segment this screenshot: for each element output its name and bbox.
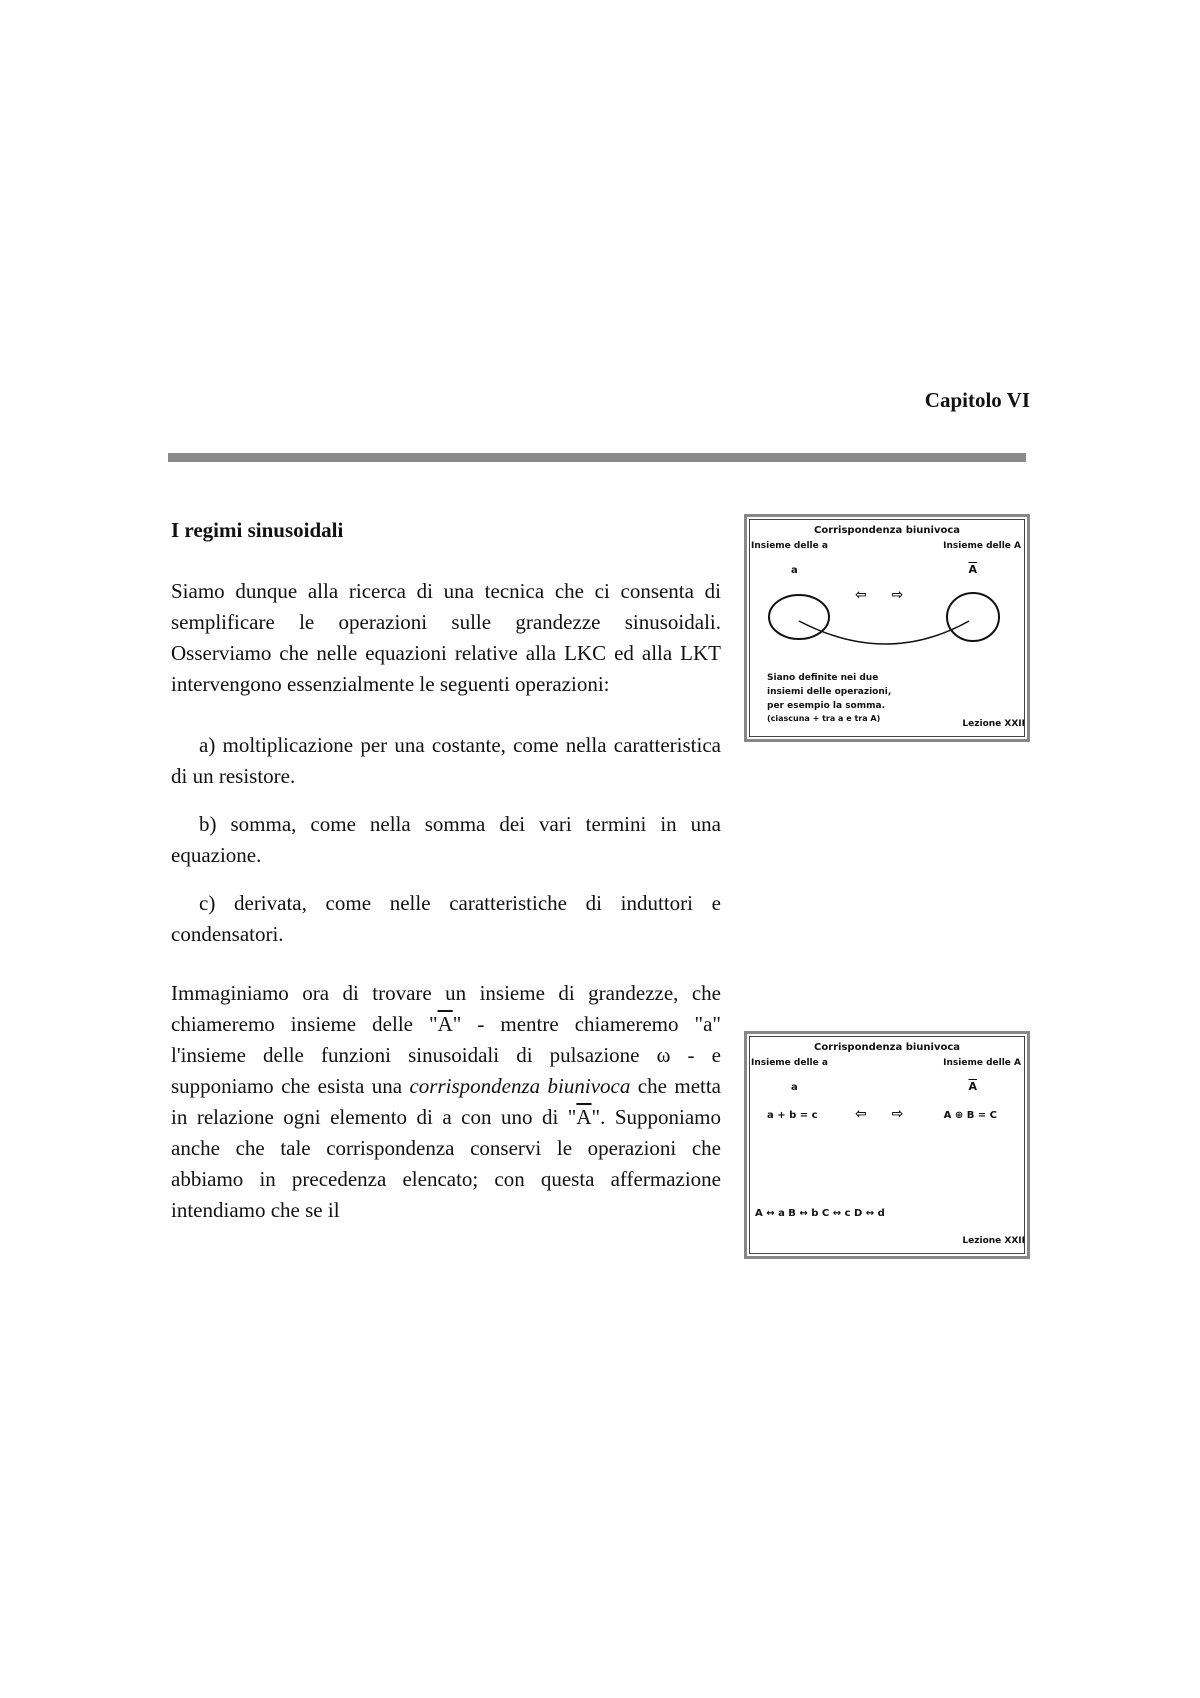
list-item-b: b) somma, come nella somma dei vari termini in una equazione. [171,812,721,867]
p2-part4: ". Supponiamo anche che tale corrispondenza conservi le operazioni che abbiamo in precedenza elencato; con questa affermazione intendiamo che se il [171,1105,721,1222]
vector-A-symbol: $\overline{A}$ [576,1105,592,1129]
slide-note-2: insiemi delle operazioni, [767,687,892,697]
chapter-rule [168,453,1026,462]
slide-footer: Lezione XXII [962,719,1025,729]
slide-title: Corrispondenza biunivoca [813,525,961,536]
mapping-curve [799,621,969,644]
slide-right-expression: A ⊕ B = C [943,1110,997,1121]
p2-part2: " - mentre chiameremo "a" l'insieme delle funzioni sinusoidali di pulsazione ω - e supponiamo che esista una [171,1012,721,1098]
paragraph-intro: Siamo dunque alla ricerca di una tecnica che ci consenta di semplificare le operazioni sulle grandezze sinusoidali. Osserviamo che nelle equazioni relative alla LKC ed alla LKT intervengono essenzialmente le seguenti operazioni: [171,579,721,696]
list-item-a: a) moltiplicazione per una costante, come nella caratteristica di un resistore. [171,733,721,788]
double-arrow-icon: ⇦ ⇨ [855,587,914,603]
slide-A-symbol: $\overline{A}$ [968,563,977,576]
slide-thumbnail-2 [744,1031,1030,1259]
slide-right-label: Insieme delle A [943,541,1021,551]
slide-note-3: per esempio la somma. [767,701,885,711]
slide-equation: A ↔ a B ↔ b C ↔ c D ↔ d [755,1208,885,1219]
slide-thumbnail-1 [744,514,1030,742]
slide-left-expression: a + b = c [767,1110,818,1121]
slide-left-label: Insieme delle a [751,541,828,551]
p2-part1: Immaginiamo ora di trovare un insieme di grandezze, che chiameremo insieme delle " [171,981,721,1036]
slide-left-label: Insieme delle a [751,1058,828,1068]
slide-note-1: Siano definite nei due [767,673,879,683]
double-arrow-icon: ⇦ ⇨ [855,1106,914,1122]
p2-part3: che metta in relazione ogni elemento di a con uno di " [171,1074,722,1129]
set-A-oval [947,593,999,641]
emphasis-term: corrispondenza biunivoca [409,1074,631,1098]
slide-a-symbol: a [791,565,798,576]
paragraph-correspondence [171,978,721,1226]
vector-A-symbol: $\overline{A}$ [437,1012,453,1036]
slide-right-label: Insieme delle A [943,1058,1021,1068]
slide-frame [749,1036,1025,1254]
chapter-heading: Capitolo VI [924,388,1030,412]
slide-footer: Lezione XXII [962,1236,1025,1246]
section-title: I regimi sinusoidali [171,518,344,542]
slide-title: Corrispondenza biunivoca [813,1042,961,1053]
slide-a-symbol: a [791,1082,798,1093]
slide-note-4: (ciascuna + tra a e tra A) [767,714,881,723]
list-item-c: c) derivata, come nelle caratteristiche di induttori e condensatori. [171,891,721,946]
set-a-oval [769,595,829,639]
main-text [171,515,721,1226]
slide-A-symbol: $\overline{A}$ [968,1080,977,1093]
